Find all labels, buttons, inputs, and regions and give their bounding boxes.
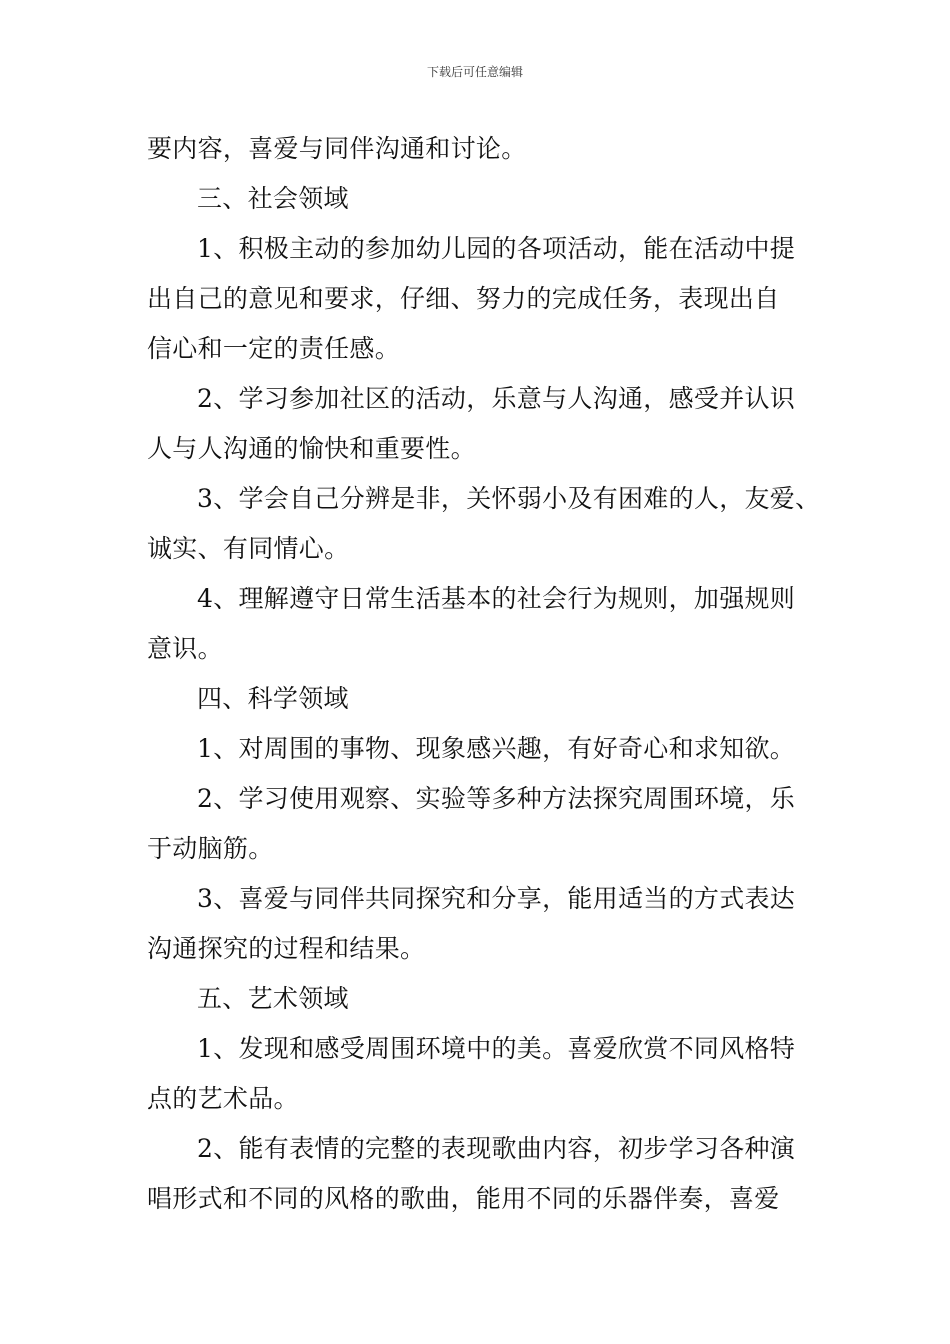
text-line: 出自己的意见和要求，仔细、努力的完成任务，表现出自 [147,284,780,313]
text-line: 人与人沟通的愉快和重要性。 [147,434,476,463]
text-line: 1、发现和感受周围环境中的美。喜爱欣赏不同风格特 [197,1034,796,1063]
text-line: 于动脑筋。 [147,834,274,863]
text-line: 唱形式和不同的风格的歌曲，能用不同的乐器伴奏，喜爱 [147,1184,780,1213]
document-body [147,124,827,1224]
text-line: 2、学习参加社区的活动，乐意与人沟通，感受并认识 [197,384,796,413]
page-header-note: 下载后可任意编辑 [426,65,523,79]
text-line: 意识。 [147,634,223,663]
text-line: 信心和一定的责任感。 [147,334,401,363]
text-line: 3、喜爱与同伴共同探究和分享，能用适当的方式表达 [197,884,796,913]
text-line: 诚实、有同情心。 [147,534,350,563]
text-line: 3、学会自己分辨是非，关怀弱小及有困难的人，友爱、 [197,484,821,513]
text-line: 点的艺术品。 [147,1084,299,1113]
text-line: 2、学习使用观察、实验等多种方法探究周围环境，乐 [197,784,796,813]
text-line: 要内容，喜爱与同伴沟通和讨论。 [147,134,527,163]
text-line: 沟通探究的过程和结果。 [147,934,426,963]
text-line: 2、能有表情的完整的表现歌曲内容，初步学习各种演 [197,1134,796,1163]
text-line: 五、艺术领域 [197,984,349,1013]
text-line: 1、对周围的事物、现象感兴趣，有好奇心和求知欲。 [197,734,796,763]
text-line: 1、积极主动的参加幼儿园的各项活动，能在活动中提 [197,234,796,263]
text-line: 4、理解遵守日常生活基本的社会行为规则，加强规则 [197,584,796,613]
text-line: 三、社会领域 [197,184,349,213]
text-line: 四、科学领域 [197,684,349,713]
